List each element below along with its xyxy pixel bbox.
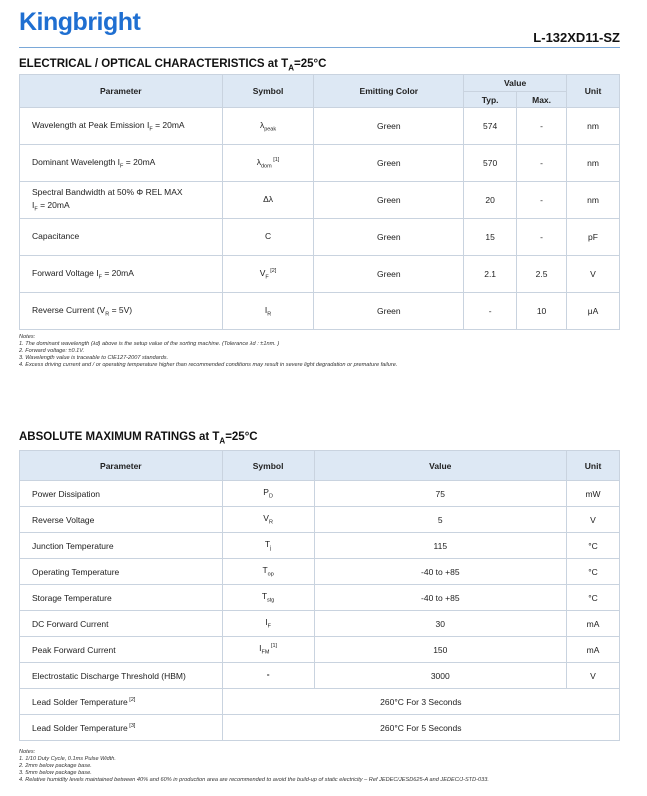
- symbol-cell: [222, 507, 314, 533]
- table-row: [20, 663, 620, 689]
- amr-table: [19, 450, 620, 741]
- max-value-cell: -: [517, 145, 567, 182]
- table-row: [20, 533, 620, 559]
- max-value-cell: -: [517, 108, 567, 145]
- value-cell: 115: [314, 533, 566, 559]
- eo-note-line: 4. Excess driving current and / or operating temperature higher than recommended conditions may result in severe light degradation or premature failure.: [19, 362, 398, 368]
- parameter-cell: DC Forward Current: [20, 611, 223, 637]
- amr-note-line: 2. 2mm below package base.: [19, 763, 92, 769]
- value-cell: 75: [314, 481, 566, 507]
- eo-note-line: Notes:: [19, 334, 36, 340]
- parameter-cell: [20, 293, 223, 330]
- parameter-subscript: F: [149, 126, 153, 133]
- unit-cell: pF: [567, 219, 620, 256]
- parameter-tail: = 20mA: [152, 119, 185, 130]
- symbol-text: T: [264, 539, 271, 550]
- symbol-text: P: [263, 487, 269, 498]
- eo-section-title: ELECTRICAL / OPTICAL CHARACTERISTICS at $T_A=25^\circ C$: [19, 58, 327, 73]
- parameter-text: Capacitance: [32, 230, 80, 241]
- symbol-note-ref: [2]: [268, 267, 277, 274]
- parameter-tail-line2: = 20mA: [37, 200, 70, 210]
- unit-cell: V: [567, 507, 620, 533]
- typ-value-cell: -: [464, 293, 517, 330]
- parameter-tail: = 5V): [109, 304, 133, 315]
- unit-cell: nm: [567, 108, 620, 145]
- symbol-cell: [222, 481, 314, 507]
- table-row: [20, 182, 620, 219]
- symbol-text: C: [264, 230, 272, 241]
- amr-header-unit: Unit: [567, 451, 620, 481]
- parameter-subscript-line2: F: [34, 206, 38, 213]
- parameter-subscript: F: [98, 274, 102, 281]
- typ-value-cell: 570: [464, 145, 517, 182]
- unit-cell: mA: [567, 637, 620, 663]
- symbol-subscript: F: [265, 274, 269, 281]
- value-cell: -40 to +85: [314, 585, 566, 611]
- amr-header-value: Value: [314, 451, 566, 481]
- typ-value-cell: 20: [464, 182, 517, 219]
- symbol-subscript: op: [267, 571, 274, 578]
- symbol-cell: [222, 559, 314, 585]
- parameter-tail: = 20mA: [123, 156, 156, 167]
- parameter-subscript: F: [120, 163, 124, 170]
- symbol-text: I: [259, 643, 262, 654]
- symbol-cell: [222, 182, 314, 219]
- unit-cell: μA: [567, 293, 620, 330]
- parameter-text: Forward Voltage I: [32, 267, 99, 278]
- unit-cell: nm: [567, 182, 620, 219]
- parameter-cell: [20, 256, 223, 293]
- symbol-text: λ: [259, 119, 265, 130]
- parameter-cell: Power Dissipation: [20, 481, 223, 507]
- symbol-subscript: j: [270, 545, 272, 552]
- symbol-text: Δλ: [263, 193, 273, 204]
- symbol-text: V: [263, 513, 269, 524]
- symbol-note-ref: [1]: [269, 643, 278, 650]
- symbol-cell: [222, 585, 314, 611]
- typ-value-cell: 574: [464, 108, 517, 145]
- unit-cell: V: [567, 256, 620, 293]
- unit-cell: °C: [567, 585, 620, 611]
- table-row: [20, 293, 620, 330]
- eo-header-max: Max.: [517, 92, 567, 108]
- header-divider: [19, 47, 620, 48]
- parameter-text: Dominant Wavelength I: [32, 156, 121, 167]
- value-cell: 30: [314, 611, 566, 637]
- symbol-subscript: peak: [264, 126, 277, 133]
- emitting-color-cell: Green: [314, 108, 464, 145]
- parameter-cell: Junction Temperature: [20, 533, 223, 559]
- amr-notes: [19, 749, 489, 784]
- max-value-cell: -: [517, 182, 567, 219]
- table-row: [20, 219, 620, 256]
- symbol-cell: [222, 663, 314, 689]
- parameter-cell: Operating Temperature: [20, 559, 223, 585]
- max-value-cell: 10: [517, 293, 567, 330]
- unit-cell: mW: [567, 481, 620, 507]
- table-row: [20, 715, 620, 741]
- value-cell: 5: [314, 507, 566, 533]
- table-row: [20, 507, 620, 533]
- eo-header-color: Emitting Color: [314, 75, 464, 108]
- eo-note-line: 3. Wavelength value is traceable to CIE127-2007 standards.: [19, 355, 169, 361]
- amr-note-line: 1. 1/10 Duty Cycle, 0.1ms Pulse Width.: [19, 756, 116, 762]
- table-row: [20, 145, 620, 182]
- symbol-text: T: [261, 591, 268, 602]
- typ-value-cell: 2.1: [464, 256, 517, 293]
- symbol-cell: [222, 611, 314, 637]
- parameter-cell: [20, 715, 223, 741]
- symbol-cell: [222, 533, 314, 559]
- parameter-cell: Storage Temperature: [20, 585, 223, 611]
- amr-note-line: 3. 5mm below package base.: [19, 770, 92, 776]
- symbol-note-ref: [1]: [271, 156, 280, 163]
- emitting-color-cell: Green: [314, 219, 464, 256]
- eo-notes: [19, 334, 397, 369]
- symbol-cell: [222, 637, 314, 663]
- parameter-text: Lead Solder Temperature: [32, 696, 128, 707]
- symbol-text: V: [259, 267, 266, 278]
- eo-header-symbol: Symbol: [222, 75, 314, 108]
- max-value-cell: 2.5: [517, 256, 567, 293]
- table-row: [20, 585, 620, 611]
- eo-header-unit: Unit: [567, 75, 620, 108]
- parameter-subscript: R: [105, 311, 110, 318]
- parameter-cell: [20, 219, 223, 256]
- table-row: [20, 256, 620, 293]
- eo-header-parameter: Parameter: [20, 75, 223, 108]
- symbol-text: I: [264, 304, 268, 315]
- unit-cell: °C: [567, 533, 620, 559]
- parameter-cell: [20, 108, 223, 145]
- emitting-color-cell: Green: [314, 256, 464, 293]
- emitting-color-cell: Green: [314, 145, 464, 182]
- parameter-cell: Reverse Voltage: [20, 507, 223, 533]
- value-cell: 150: [314, 637, 566, 663]
- symbol-cell: [222, 219, 314, 256]
- brand-logo: Kingbright: [19, 8, 141, 36]
- unit-cell: mA: [567, 611, 620, 637]
- parameter-cell: [20, 145, 223, 182]
- eo-table: [19, 74, 620, 330]
- max-value-cell: -: [517, 219, 567, 256]
- parameter-text: Spectral Bandwidth at 50% Φ REL MAX: [32, 187, 183, 198]
- parameter-text: Reverse Current (V: [32, 304, 106, 315]
- symbol-cell: [222, 145, 314, 182]
- unit-cell: nm: [567, 145, 620, 182]
- parameter-tail: = 20mA: [102, 267, 134, 278]
- parameter-text-line2: I: [32, 200, 35, 210]
- symbol-subscript: F: [267, 623, 271, 630]
- symbol-text: T: [262, 565, 268, 576]
- value-cell: -40 to +85: [314, 559, 566, 585]
- parameter-note-ref: [2]: [127, 696, 136, 703]
- typ-value-cell: 15: [464, 219, 517, 256]
- part-number: L-132XD11-SZ: [533, 30, 620, 45]
- symbol-subscript: dom: [260, 163, 272, 170]
- parameter-cell: Electrostatic Discharge Threshold (HBM): [20, 663, 223, 689]
- amr-section-title: ABSOLUTE MAXIMUM RATINGS at $T_A=25^\circ C$: [19, 431, 258, 446]
- emitting-color-cell: Green: [314, 182, 464, 219]
- symbol-cell: [222, 256, 314, 293]
- parameter-text: Wavelength at Peak Emission I: [32, 119, 150, 130]
- parameter-cell: Peak Forward Current: [20, 637, 223, 663]
- amr-note-line: Notes:: [19, 749, 36, 755]
- eo-note-line: 1. The dominant wavelength (λd) above is the setup value of the sorting machine. (Tolerance λd : ±1nm. ): [19, 341, 280, 347]
- value-cell: 260°C For 3 Seconds: [222, 689, 619, 715]
- eo-note-line: 2. Forward voltage: ±0.1V.: [19, 348, 85, 354]
- unit-cell: °C: [567, 559, 620, 585]
- symbol-cell: [222, 293, 314, 330]
- parameter-cell: [20, 182, 223, 219]
- value-cell: 3000: [314, 663, 566, 689]
- emitting-color-cell: Green: [314, 293, 464, 330]
- table-row: [20, 481, 620, 507]
- parameter-cell: [20, 689, 223, 715]
- symbol-text: λ: [256, 156, 261, 167]
- eo-header-typ: Typ.: [464, 92, 517, 108]
- symbol-cell: [222, 108, 314, 145]
- symbol-subscript: R: [267, 311, 272, 318]
- unit-cell: V: [567, 663, 620, 689]
- eo-header-value: Value: [464, 75, 567, 92]
- symbol-subscript: stg: [267, 597, 275, 604]
- symbol-text: -: [266, 669, 270, 680]
- parameter-note-ref: [3]: [127, 722, 136, 729]
- table-row: [20, 611, 620, 637]
- table-row: [20, 559, 620, 585]
- table-row: [20, 108, 620, 145]
- amr-note-line: 4. Relative humidity levels maintained between 40% and 60% in production area are recommended to avoid the build-up of static electricity – Ref JEDEC/JESD625-A and JEDEC/J-STD-033.: [19, 777, 489, 783]
- table-row: [20, 689, 620, 715]
- symbol-text: I: [265, 617, 268, 628]
- amr-header-parameter: Parameter: [20, 451, 223, 481]
- symbol-subscript: D: [268, 493, 273, 500]
- amr-header-symbol: Symbol: [222, 451, 314, 481]
- table-row: [20, 637, 620, 663]
- value-cell: 260°C For 5 Seconds: [222, 715, 619, 741]
- symbol-subscript: FM: [261, 649, 270, 656]
- parameter-text: Lead Solder Temperature: [32, 722, 128, 733]
- symbol-subscript: R: [268, 519, 273, 526]
